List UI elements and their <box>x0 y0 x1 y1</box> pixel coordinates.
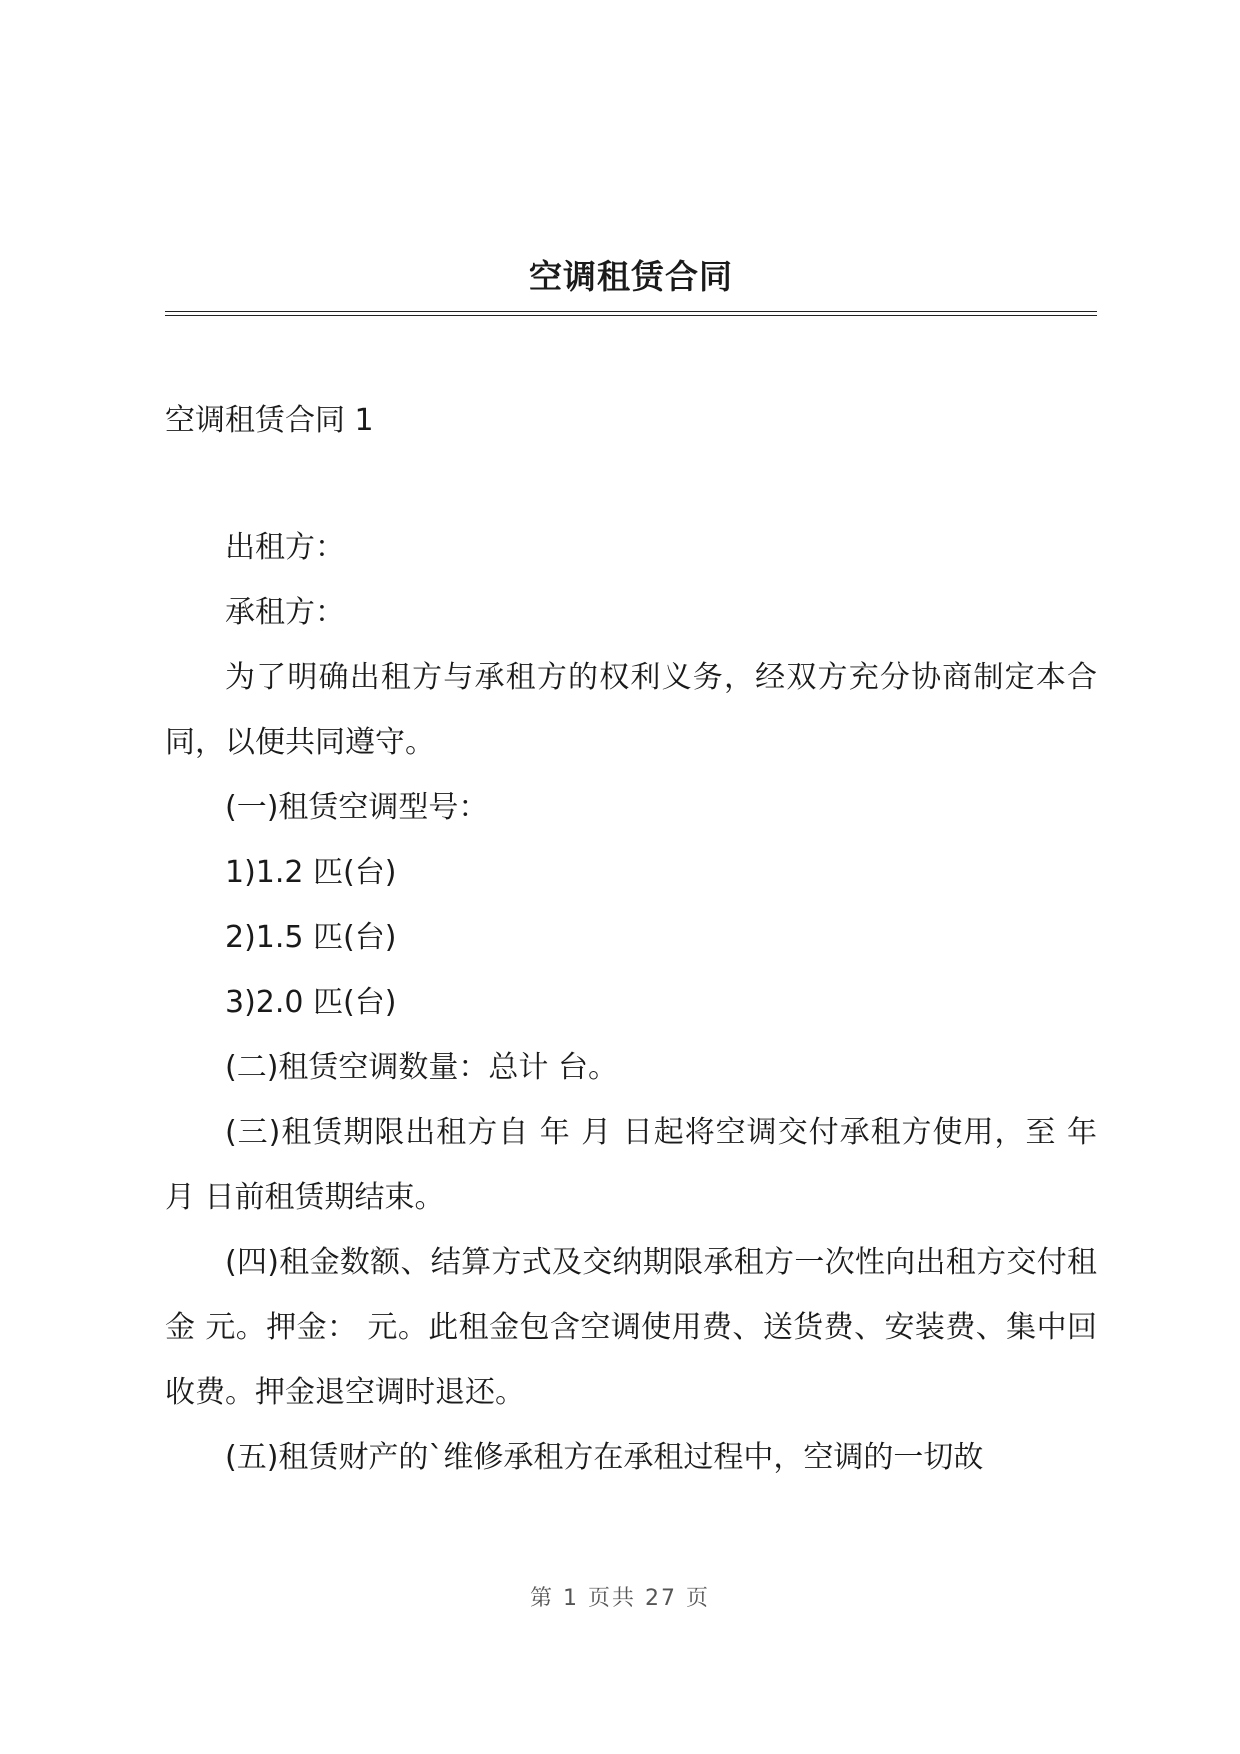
paragraph-purpose: 为了明确出租方与承租方的权利义务，经双方充分协商制定本合同，以便共同遵守。 <box>165 660 1097 760</box>
paragraph-term: (三)租赁期限出租方自 年 月 日起将空调交付承租方使用，至 年 月 日前租赁期结束。 <box>165 1115 1097 1215</box>
paragraph-model-item-3: 3)2.0 匹(台) <box>225 985 397 1020</box>
page-footer: 第 1 页共 27 页 <box>530 1586 710 1611</box>
title-underline-top <box>165 311 1097 312</box>
document-body <box>165 515 1097 1490</box>
paragraph-model-item-1: 1)1.2 匹(台) <box>225 855 397 890</box>
paragraph-rent: (四)租金数额、结算方式及交纳期限承租方一次性向出租方交付租金 元。押金： 元。此租金包含空调使用费、送货费、安装费、集中回收费。押金退空调时退还。 <box>165 1245 1097 1410</box>
paragraph-model: (一)租赁空调型号： <box>225 790 489 825</box>
paragraph-quantity: (二)租赁空调数量：总计 台。 <box>225 1050 618 1085</box>
document-title: 空调租赁合同 <box>529 257 733 296</box>
title-underline-bottom <box>165 315 1097 316</box>
section-title: 空调租赁合同 1 <box>165 403 374 438</box>
paragraph-lessee: 承租方： <box>225 595 345 630</box>
paragraph-model-item-2: 2)1.5 匹(台) <box>225 920 397 955</box>
paragraph-maintenance: (五)租赁财产的`维修承租方在承租过程中，空调的一切故 <box>225 1440 984 1475</box>
paragraph-lessor: 出租方： <box>225 530 345 565</box>
